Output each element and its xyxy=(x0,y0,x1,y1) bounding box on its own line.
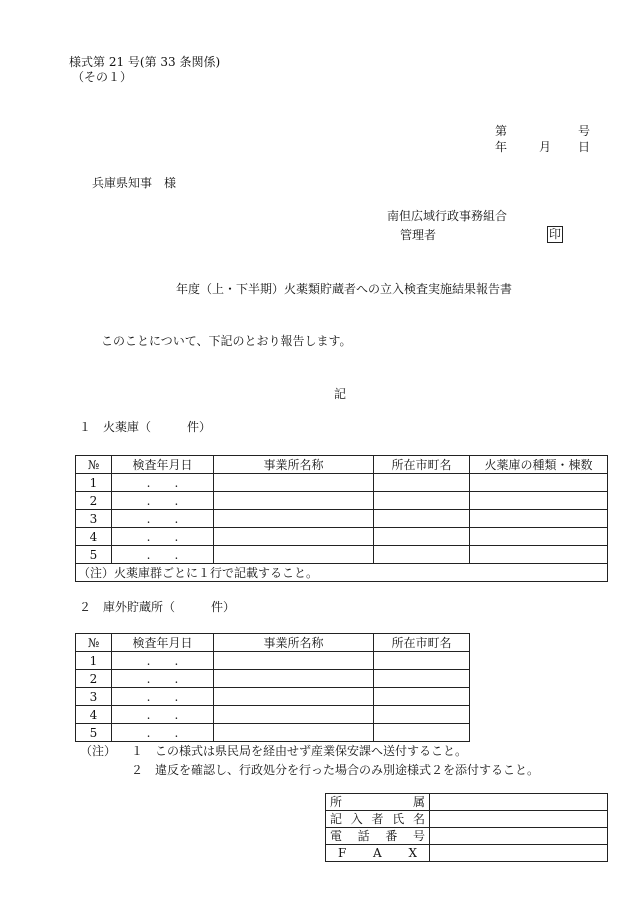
note-item-2: ２ 違反を確認し、行政処分を行った場合のみ別途様式２を添付すること。 xyxy=(131,763,540,777)
label-char: 属 xyxy=(412,795,425,809)
row-date[interactable]: . . xyxy=(112,510,214,528)
row-city[interactable] xyxy=(374,724,470,742)
table-note: （注）火薬庫群ごとに１行で記載すること。 xyxy=(76,564,608,582)
label-char: A xyxy=(373,846,382,860)
table-row xyxy=(76,670,470,688)
notes-label: （注） xyxy=(80,744,117,758)
col-magazine-kind: 火薬庫の種類・棟数 xyxy=(470,456,608,474)
row-no: 4 xyxy=(76,528,112,546)
table-row xyxy=(76,546,608,564)
table-header-row xyxy=(76,634,470,652)
row-city[interactable] xyxy=(374,474,470,492)
label-fax xyxy=(326,845,430,862)
table-row xyxy=(76,688,470,706)
row-no: 5 xyxy=(76,546,112,564)
label-phone xyxy=(326,828,430,845)
row-date[interactable]: . . xyxy=(112,688,214,706)
row-no: 2 xyxy=(76,492,112,510)
table-row xyxy=(76,724,470,742)
row-name[interactable] xyxy=(214,546,374,564)
seal-text: 印 xyxy=(548,227,561,241)
table-header-row xyxy=(76,456,608,474)
row-date[interactable]: . . xyxy=(112,546,214,564)
label-department xyxy=(326,794,430,811)
col-city: 所在市町名 xyxy=(374,456,470,474)
form-number: 様式第 21 号(第 33 条関係) xyxy=(69,55,221,69)
table-row xyxy=(76,706,470,724)
row-name[interactable] xyxy=(214,510,374,528)
section2-heading: ２ 庫外貯蔵所（ 件） xyxy=(79,600,236,614)
row-name[interactable] xyxy=(214,492,374,510)
row-name[interactable] xyxy=(214,652,374,670)
row-no: 5 xyxy=(76,724,112,742)
date-year: 年 xyxy=(495,140,508,154)
row-name[interactable] xyxy=(214,528,374,546)
col-business-name: 事業所名称 xyxy=(214,634,374,652)
table-row xyxy=(76,652,470,670)
row-date[interactable]: . . xyxy=(112,492,214,510)
label-char: 記 xyxy=(330,812,343,826)
seal-mark xyxy=(547,226,563,243)
row-no: 1 xyxy=(76,652,112,670)
col-inspection-date: 検査年月日 xyxy=(112,456,214,474)
row-date[interactable]: . . xyxy=(112,724,214,742)
row-date[interactable]: . . xyxy=(112,706,214,724)
document-title: 年度（上・下半期）火薬類貯蔵者への立入検査実施結果報告書 xyxy=(176,282,513,296)
info-row-department xyxy=(326,794,608,811)
table-row xyxy=(76,492,608,510)
value-writer-name[interactable] xyxy=(430,811,608,828)
row-city[interactable] xyxy=(374,670,470,688)
row-no: 3 xyxy=(76,688,112,706)
label-writer-name xyxy=(326,811,430,828)
label-char: 名 xyxy=(412,812,425,826)
row-city[interactable] xyxy=(374,510,470,528)
row-date[interactable]: . . xyxy=(112,474,214,492)
row-kind[interactable] xyxy=(470,474,608,492)
row-kind[interactable] xyxy=(470,546,608,564)
row-city[interactable] xyxy=(374,528,470,546)
section1-heading: １ 火薬庫（ 件） xyxy=(79,420,212,434)
row-city[interactable] xyxy=(374,652,470,670)
info-row-phone xyxy=(326,828,608,845)
row-date[interactable]: . . xyxy=(112,670,214,688)
label-char: 氏 xyxy=(392,812,405,826)
value-phone[interactable] xyxy=(430,828,608,845)
row-date[interactable]: . . xyxy=(112,528,214,546)
row-name[interactable] xyxy=(214,706,374,724)
row-kind[interactable] xyxy=(470,510,608,528)
note-item-1: １ この様式は県民局を経由せず産業保安課へ送付すること。 xyxy=(131,744,468,758)
info-row-fax xyxy=(326,845,608,862)
row-city[interactable] xyxy=(374,492,470,510)
label-char: F xyxy=(338,846,347,860)
value-fax[interactable] xyxy=(430,845,608,862)
outdoor-storage-table xyxy=(75,633,470,742)
date-month: 月 xyxy=(539,140,552,154)
body-text: このことについて、下記のとおり報告します。 xyxy=(101,334,352,348)
value-department[interactable] xyxy=(430,794,608,811)
doc-number-go: 号 xyxy=(578,124,591,138)
row-name[interactable] xyxy=(214,670,374,688)
row-date[interactable]: . . xyxy=(112,652,214,670)
row-no: 4 xyxy=(76,706,112,724)
row-no: 1 xyxy=(76,474,112,492)
sender-org: 南但広域行政事務組合 xyxy=(387,209,508,223)
label-char: 所 xyxy=(330,795,343,809)
label-char: 電 xyxy=(330,829,343,843)
row-kind[interactable] xyxy=(470,492,608,510)
info-row-writer-name xyxy=(326,811,608,828)
label-char: 者 xyxy=(371,812,384,826)
row-name[interactable] xyxy=(214,474,374,492)
col-no: № xyxy=(76,456,112,474)
label-char: 入 xyxy=(350,812,363,826)
col-city: 所在市町名 xyxy=(374,634,470,652)
row-no: 2 xyxy=(76,670,112,688)
label-char: 号 xyxy=(412,829,425,843)
ki-heading: 記 xyxy=(334,387,347,401)
row-no: 3 xyxy=(76,510,112,528)
table-row xyxy=(76,510,608,528)
row-kind[interactable] xyxy=(470,528,608,546)
label-char: 話 xyxy=(357,829,370,843)
row-name[interactable] xyxy=(214,688,374,706)
row-city[interactable] xyxy=(374,706,470,724)
table-row xyxy=(76,474,608,492)
date-day: 日 xyxy=(578,140,591,154)
label-char: 番 xyxy=(385,829,398,843)
form-sub-number: （その１） xyxy=(72,70,133,84)
row-name[interactable] xyxy=(214,724,374,742)
explosives-magazine-table xyxy=(75,455,608,582)
table-row xyxy=(76,528,608,546)
submitter-info-table xyxy=(325,793,608,862)
doc-number-dai: 第 xyxy=(495,124,508,138)
sender-role: 管理者 xyxy=(400,228,437,242)
col-no: № xyxy=(76,634,112,652)
table-note-row xyxy=(76,564,608,582)
col-inspection-date: 検査年月日 xyxy=(112,634,214,652)
row-city[interactable] xyxy=(374,546,470,564)
addressee: 兵庫県知事 様 xyxy=(92,176,177,190)
row-city[interactable] xyxy=(374,688,470,706)
label-char: X xyxy=(408,846,417,860)
col-business-name: 事業所名称 xyxy=(214,456,374,474)
